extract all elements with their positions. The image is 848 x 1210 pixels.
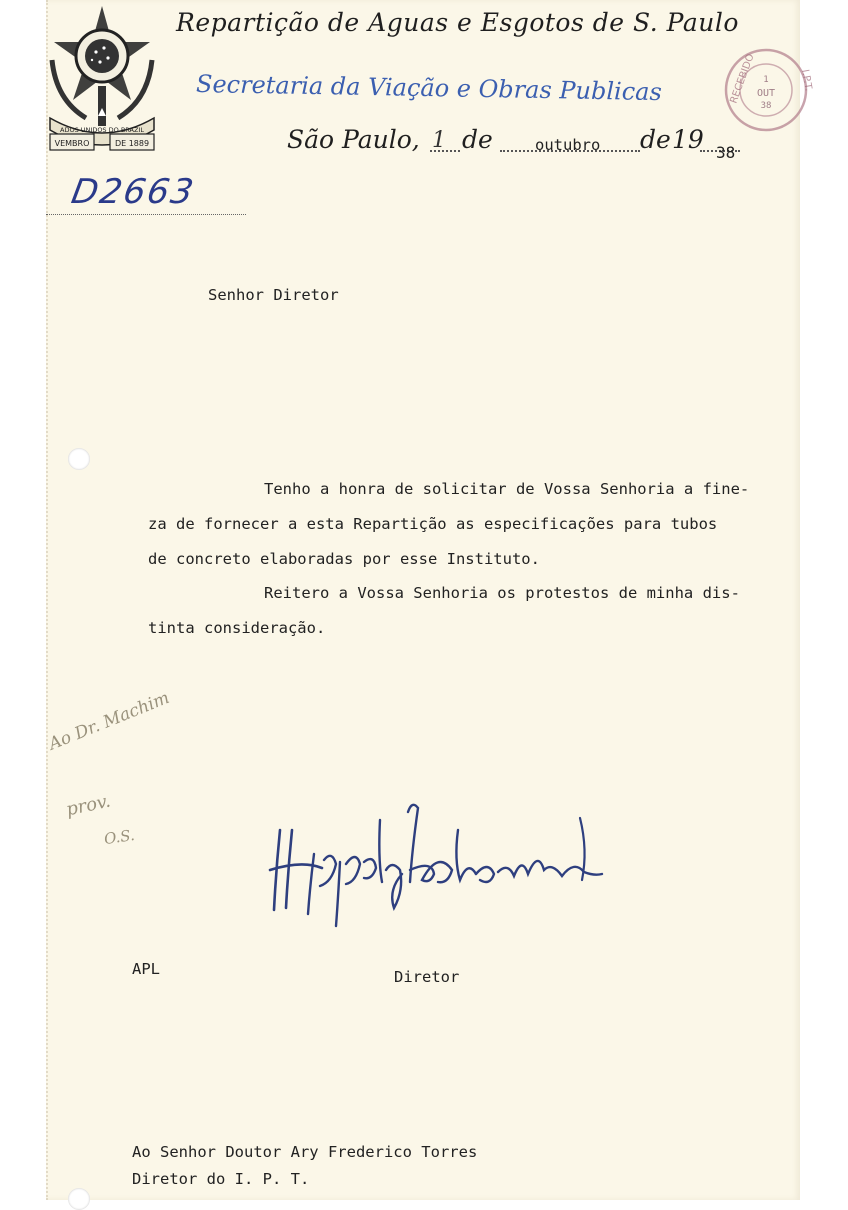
perforation-edge (46, 0, 52, 1200)
signatory-role: Diretor (394, 968, 460, 986)
protocol-number: D2663 (68, 172, 199, 212)
date-year-suffix: 38 (716, 143, 736, 162)
signature (262, 790, 622, 930)
stamp-month: OUT (756, 88, 776, 99)
initials: APL (132, 960, 160, 978)
body-line-4: Reitero a Vossa Senhoria os protestos de minha dis- (264, 584, 740, 602)
punch-hole-bottom (68, 1188, 90, 1210)
stamp-text-left: RECEBIDO (728, 52, 757, 106)
body-line-5: tinta consideração. (148, 619, 326, 637)
pencil-note-line-3: O.S. (102, 825, 136, 849)
date-day: 1 (432, 128, 446, 153)
stamp-day: 1 (763, 75, 769, 85)
coat-of-arms-icon (46, 0, 158, 162)
date-city: São Paulo, (287, 125, 420, 154)
crest-motto: ADOS UNIDOS DO BRAZIL (60, 126, 144, 134)
date-de-2: de (640, 125, 671, 154)
salutation: Senhor Diretor (208, 286, 339, 304)
received-stamp-icon (716, 40, 816, 140)
addressee-line-1: Ao Senhor Doutor Ary Frederico Torres (132, 1143, 478, 1161)
punch-hole-top (68, 448, 90, 470)
letterhead-title: Repartição de Aguas e Esgotos de S. Paulo (176, 8, 739, 37)
addressee-line-2: Diretor do I. P. T. (132, 1170, 310, 1188)
handwritten-secretaria: Secretaria da Viação e Obras Publicas (195, 69, 663, 107)
crest-ribbon-left: VEMBRO (54, 139, 90, 148)
pencil-note-line-1: Ao Dr. Machim (46, 687, 173, 755)
crest-ribbon-right: DE 1889 (114, 139, 150, 148)
date-year-prefix: 19 (672, 125, 704, 154)
body-line-3: de concreto elaboradas por esse Instituto. (148, 550, 540, 568)
body-line-1: Tenho a honra de solicitar de Vossa Senhoria a fine- (264, 480, 750, 498)
date-de-1: de (462, 125, 493, 154)
stamp-year: 38 (760, 101, 772, 111)
date-month: outubro (535, 136, 601, 154)
body-line-2: za de fornecer a esta Repartição as especificações para tubos (148, 515, 718, 533)
protocol-dotted-line (46, 214, 246, 215)
stamp-text-right: I.P.T. (799, 68, 814, 93)
pencil-note-line-2: prov. (64, 790, 113, 821)
